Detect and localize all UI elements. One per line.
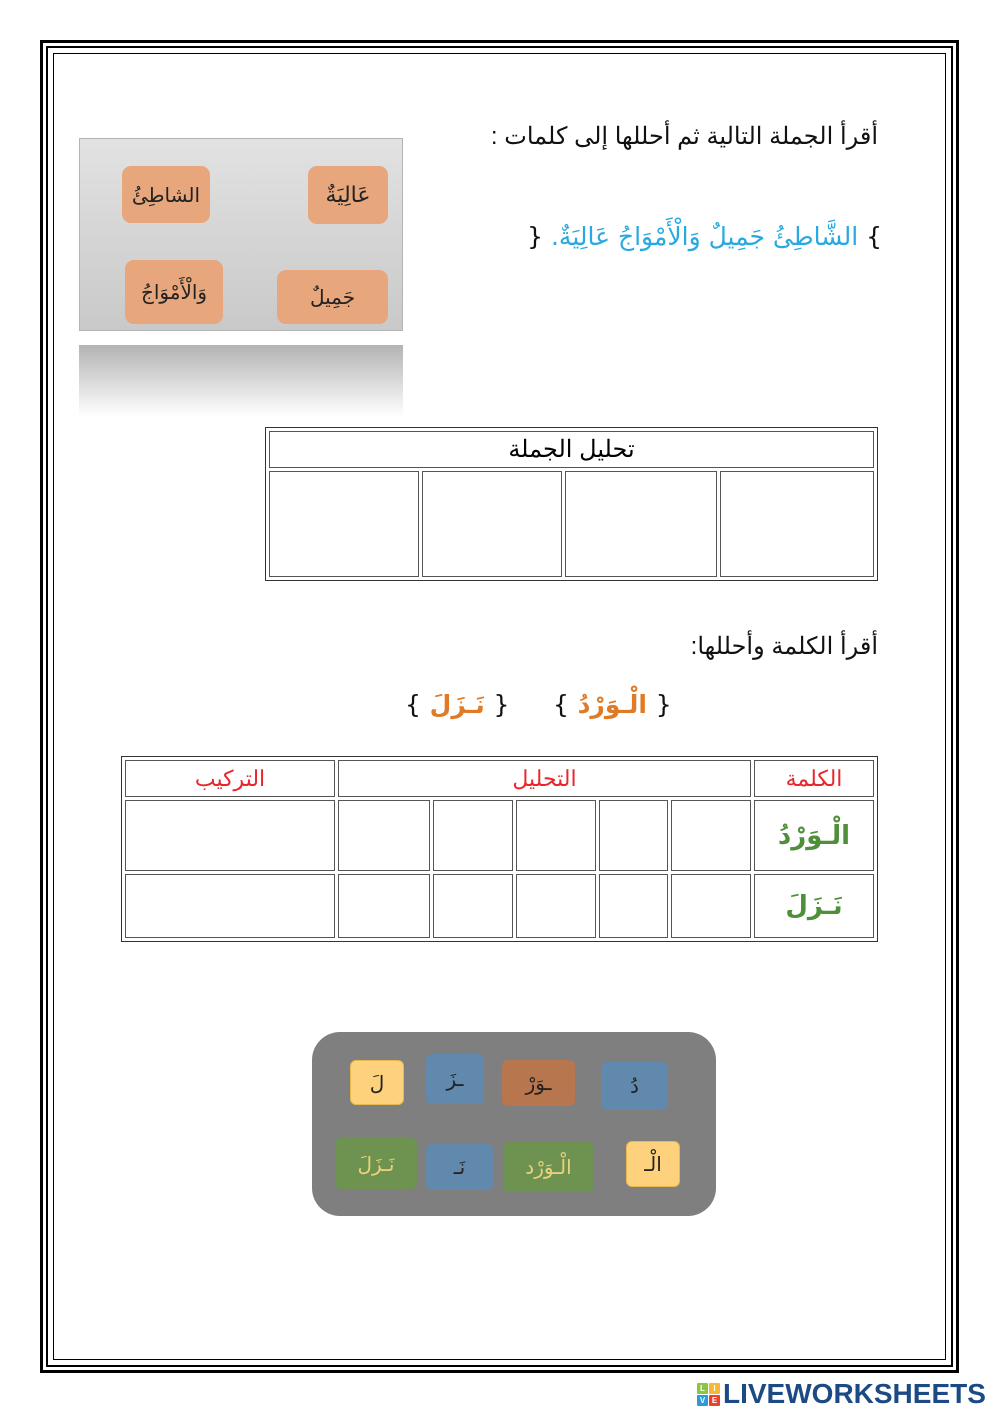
sentence-text: الشَّاطِئُ جَمِيلٌ وَالْأَمْوَاجُ عَالِيَةٌ.: [550, 222, 859, 251]
row2-word: نَـزَلَ: [754, 874, 874, 938]
close-brace: }: [493, 690, 510, 719]
word-alward: الْـوَرْدُ: [577, 690, 647, 719]
open-brace: {: [552, 690, 569, 719]
instruction-sentence: أقرأ الجملة التالية ثم أحللها إلى كلمات :: [490, 123, 878, 150]
chip-nun[interactable]: نَـ: [426, 1144, 493, 1190]
liveworksheets-logo[interactable]: [697, 1379, 986, 1409]
chip-al[interactable]: الْـ: [626, 1141, 680, 1187]
chip-zay[interactable]: ـزَ: [426, 1054, 484, 1104]
open-brace: {: [866, 222, 882, 251]
chip-lam[interactable]: لَ: [350, 1060, 404, 1105]
word-bank-reflection: [79, 345, 403, 417]
drop-cell-1[interactable]: [720, 471, 874, 577]
sentence-word-bank: [79, 138, 403, 331]
sentence-line: [527, 222, 882, 251]
word-chip-jamil[interactable]: جَمِيلٌ: [277, 270, 388, 324]
table-header: تحليل الجملة: [269, 431, 874, 468]
logo-icon: L I V E: [697, 1383, 720, 1406]
open-brace: {: [405, 690, 421, 719]
row2-analysis-cell-3[interactable]: [516, 874, 596, 938]
chip-war[interactable]: ـوَرْ: [502, 1060, 575, 1106]
word-analysis-table: [121, 756, 878, 942]
row1-analysis-cell-4[interactable]: [433, 800, 513, 871]
word-chip-aliya[interactable]: عَالِيَةٌ: [308, 166, 388, 224]
chip-nazala[interactable]: نَـزَلَ: [335, 1138, 417, 1189]
word-chip-amwaj[interactable]: وَالْأَمْوَاجُ: [125, 260, 223, 324]
close-brace: }: [527, 222, 544, 251]
row1-analysis-cell-5[interactable]: [338, 800, 430, 871]
word-nazala: نَـزَلَ: [429, 690, 485, 719]
letters-word-bank: [312, 1032, 716, 1216]
chip-alward[interactable]: الْـوَرْد: [503, 1142, 594, 1192]
logo-text: LIVEWORKSHEETS: [723, 1378, 986, 1409]
row2-analysis-cell-2[interactable]: [599, 874, 668, 938]
row2-analysis-cell-5[interactable]: [338, 874, 430, 938]
chip-dal[interactable]: دُ: [601, 1062, 668, 1110]
words-line: [405, 690, 672, 719]
row1-analysis-cell-1[interactable]: [671, 800, 751, 871]
row2-analysis-cell-4[interactable]: [433, 874, 513, 938]
row2-synthesis-cell[interactable]: [125, 874, 335, 938]
close-brace: }: [655, 690, 672, 719]
row1-synthesis-cell[interactable]: [125, 800, 335, 871]
header-analysis: التحليل: [338, 760, 751, 797]
row2-analysis-cell-1[interactable]: [671, 874, 751, 938]
row1-word: الْـوَرْدُ: [754, 800, 874, 871]
sentence-analysis-table: [265, 427, 878, 581]
drop-cell-4[interactable]: [269, 471, 419, 577]
header-word: الكلمة: [754, 760, 874, 797]
header-synthesis: التركيب: [125, 760, 335, 797]
drop-cell-3[interactable]: [422, 471, 562, 577]
drop-cell-2[interactable]: [565, 471, 717, 577]
row1-analysis-cell-2[interactable]: [599, 800, 668, 871]
word-chip-shati[interactable]: الشاطِئُ: [122, 166, 210, 223]
row1-analysis-cell-3[interactable]: [516, 800, 596, 871]
instruction-words: أقرأ الكلمة وأحللها:: [690, 633, 878, 660]
